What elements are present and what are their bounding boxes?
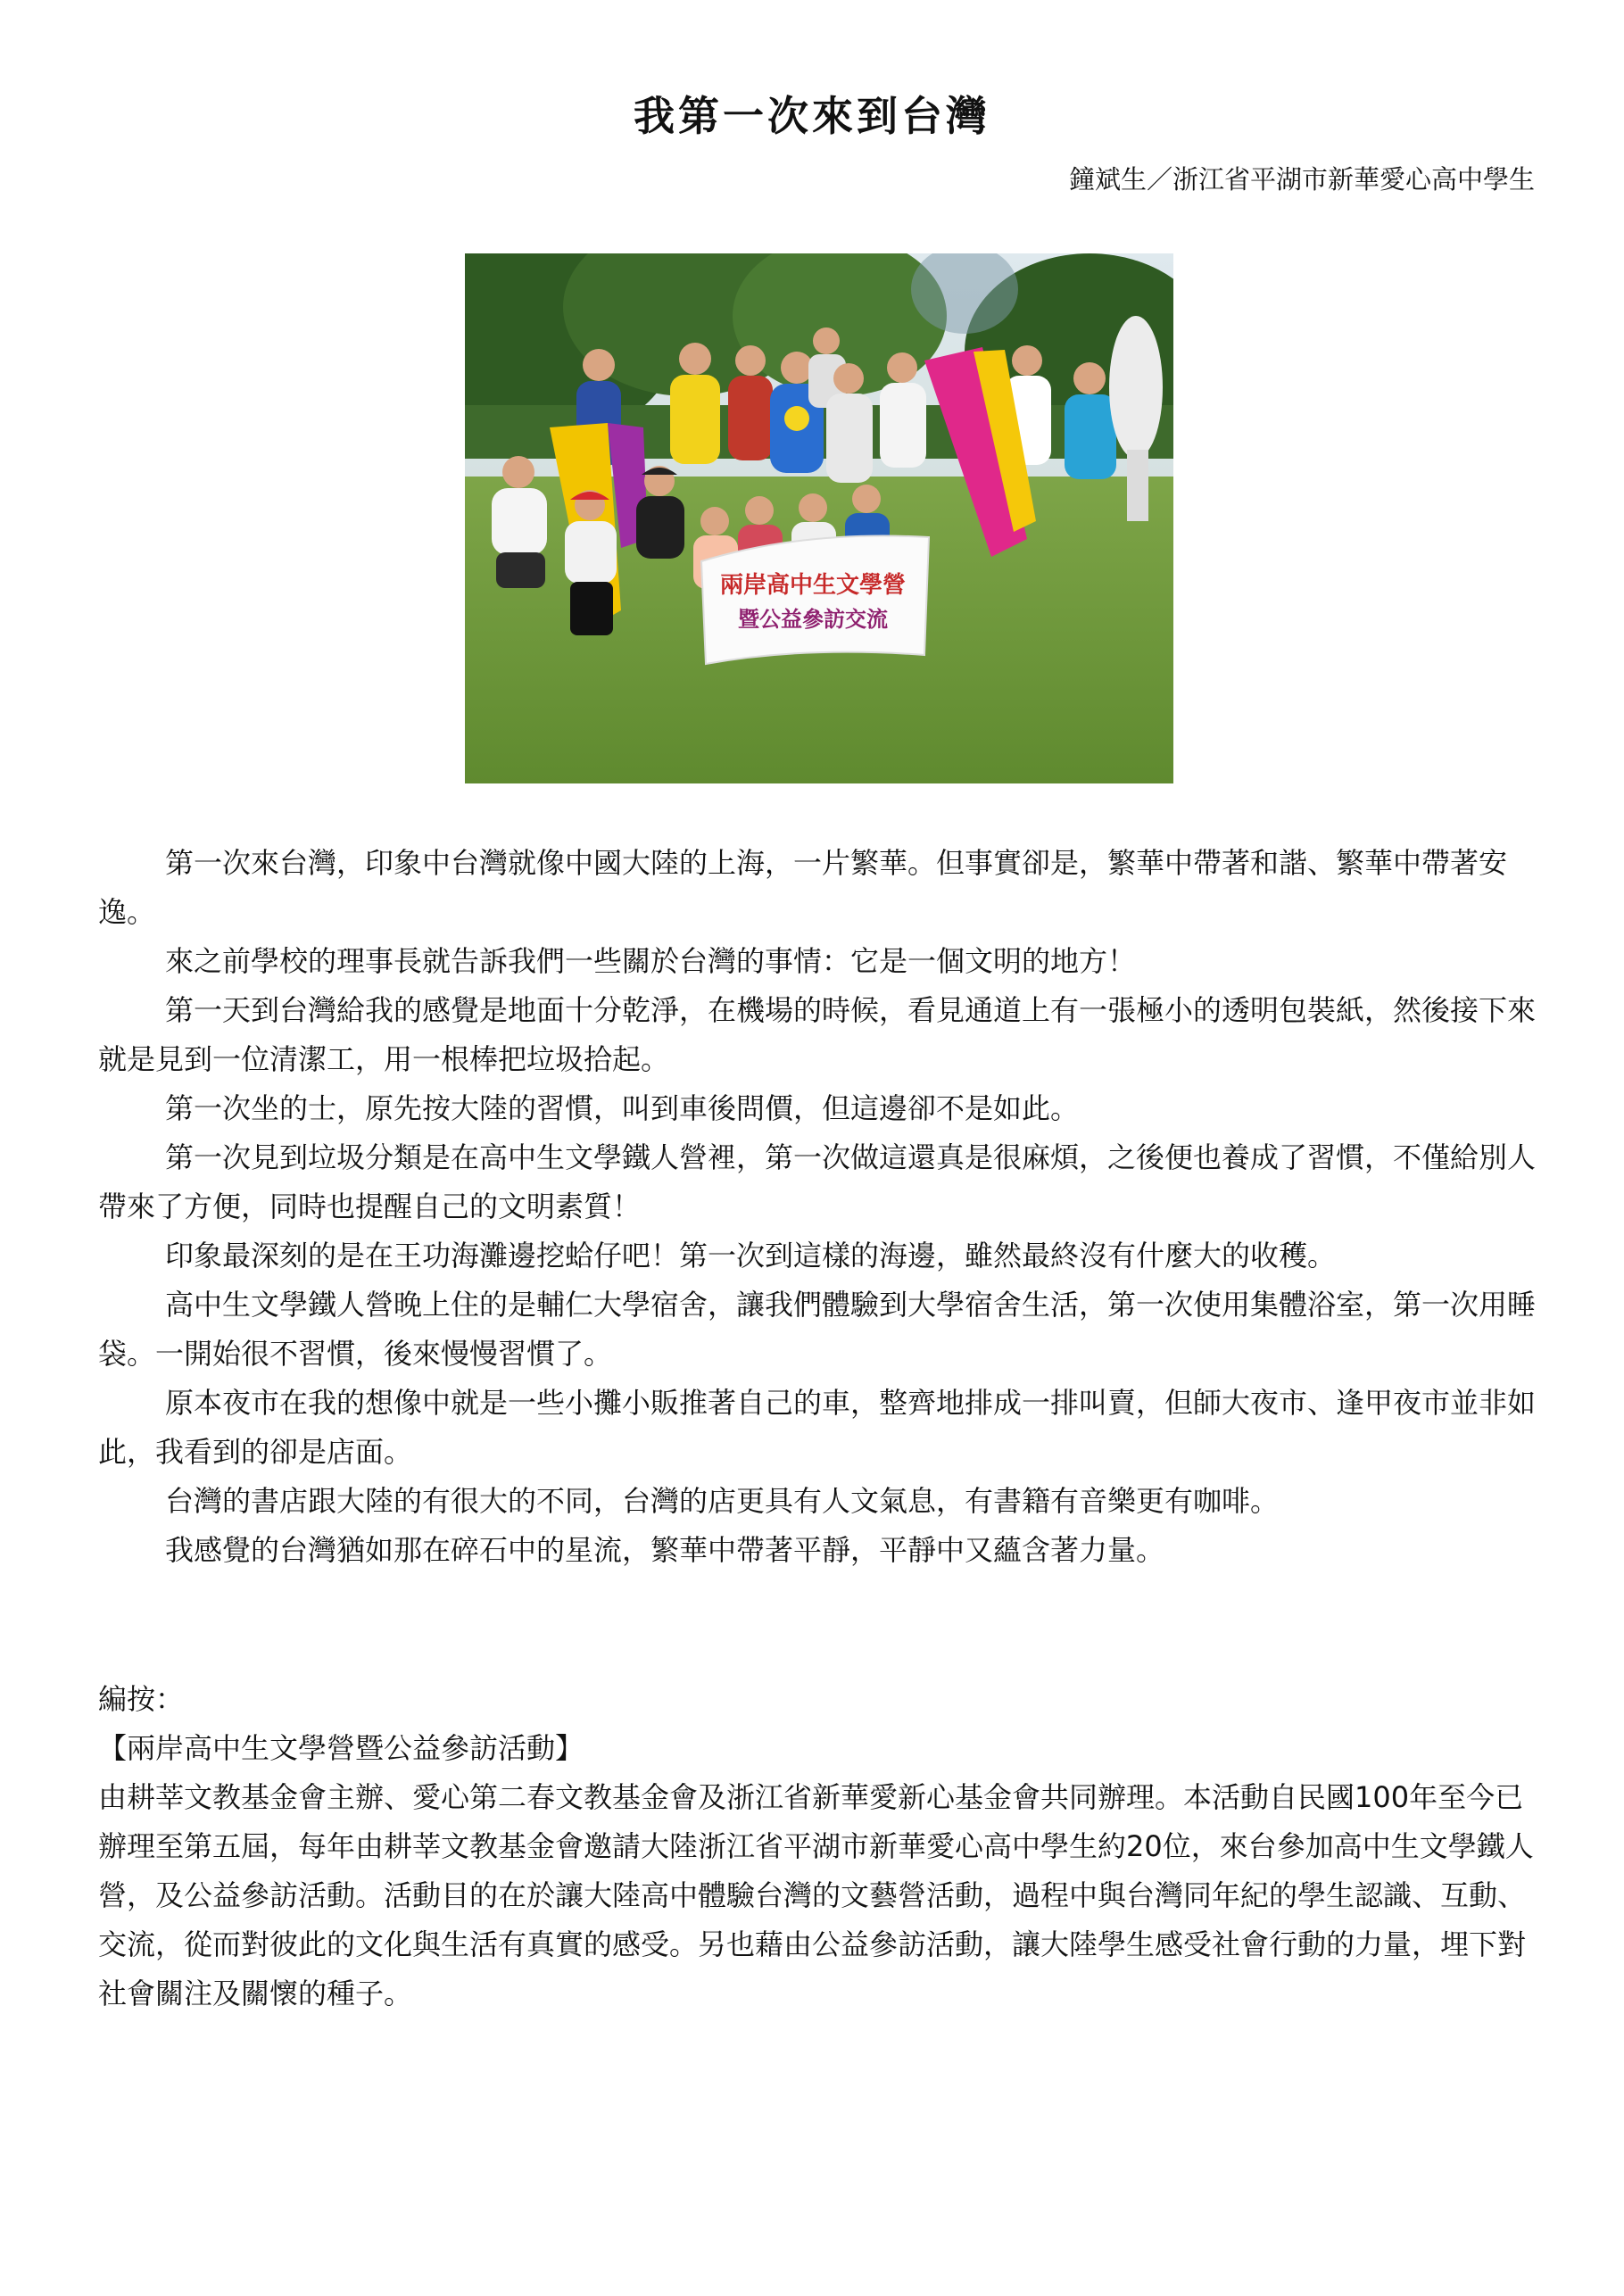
editor-note (98, 1675, 1537, 2018)
article-paragraph: 我感覺的台灣猶如那在碎石中的星流，繁華中帶著平靜，平靜中又蘊含著力量。 (165, 1533, 1165, 1567)
article-paragraph: 第一天到台灣給我的感覺是地面十分乾淨，在機場的時候，看見通道上有一張極小的透明包裝紙，然後接下來就是見到一位清潔工，用一根棒把垃圾拾起。 (98, 993, 1537, 1076)
editor-note-text: 由耕莘文教基金會主辦、愛心第二春文教基金會及浙江省新華愛新心基金會共同辦理。本活動自民國100年至今已辦理至第五屆，每年由耕莘文教基金會邀請大陸浙江省平湖市新華愛心高中學生約20位，來台參加高中生文學鐵人營，及公益參訪活動。活動目的在於讓大陸高中體驗台灣的文藝營活動，過程中與台灣同年紀的學生認識、互動、交流，從而對彼此的文化與生活有真實的感受。另也藉由公益參訪活動，讓大陸學生感受社會行動的力量，埋下對社會關注及關懷的種子。 (98, 1780, 1534, 2010)
article-paragraph: 第一次見到垃圾分類是在高中生文學鐵人營裡，第一次做這還真是很麻煩，之後便也養成了習慣，不僅給別人帶來了方便，同時也提醒自己的文明素質！ (98, 1140, 1537, 1223)
group-photo (465, 253, 1173, 783)
article-paragraph: 來之前學校的理事長就告訴我們一些關於台灣的事情：它是一個文明的地方！ (165, 944, 1137, 978)
article-title: 我第一次來到台灣 (634, 92, 990, 140)
editor-note-heading: 【兩岸高中生文學營暨公益參訪活動】 (98, 1731, 584, 1765)
article-paragraph: 第一次來台灣，印象中台灣就像中國大陸的上海，一片繁華。但事實卻是，繁華中帶著和諧、繁華中帶著安逸。 (98, 846, 1508, 929)
banner-text: 兩岸高中生文學營 (719, 572, 907, 599)
article-byline: 鐘斌生／浙江省平湖市新華愛心高中學生 (1068, 164, 1535, 195)
editor-note-label: 編按： (98, 1682, 185, 1716)
banner-subtext: 暨公益參訪交流 (738, 606, 888, 632)
group-photo-illustration (465, 253, 1173, 783)
activity-banner (701, 536, 929, 664)
article-paragraph: 印象最深刻的是在王功海灘邊挖蛤仔吧！第一次到這樣的海邊，雖然最終沒有什麼大的收穫。 (165, 1239, 1337, 1272)
article-paragraph: 第一次坐的士，原先按大陸的習慣，叫到車後問價，但這邊卻不是如此。 (165, 1091, 1080, 1125)
article-body (98, 839, 1537, 1575)
article-paragraph: 原本夜市在我的想像中就是一些小攤小販推著自己的車，整齊地排成一排叫賣，但師大夜市、逢甲夜市並非如此，我看到的卻是店面。 (98, 1386, 1537, 1469)
article-paragraph: 高中生文學鐵人營晚上住的是輔仁大學宿舍，讓我們體驗到大學宿舍生活，第一次使用集體浴室，第一次用睡袋。一開始很不習慣，後來慢慢習慣了。 (98, 1288, 1537, 1371)
article-paragraph: 台灣的書店跟大陸的有很大的不同，台灣的店更具有人文氣息，有書籍有音樂更有咖啡。 (165, 1484, 1280, 1518)
